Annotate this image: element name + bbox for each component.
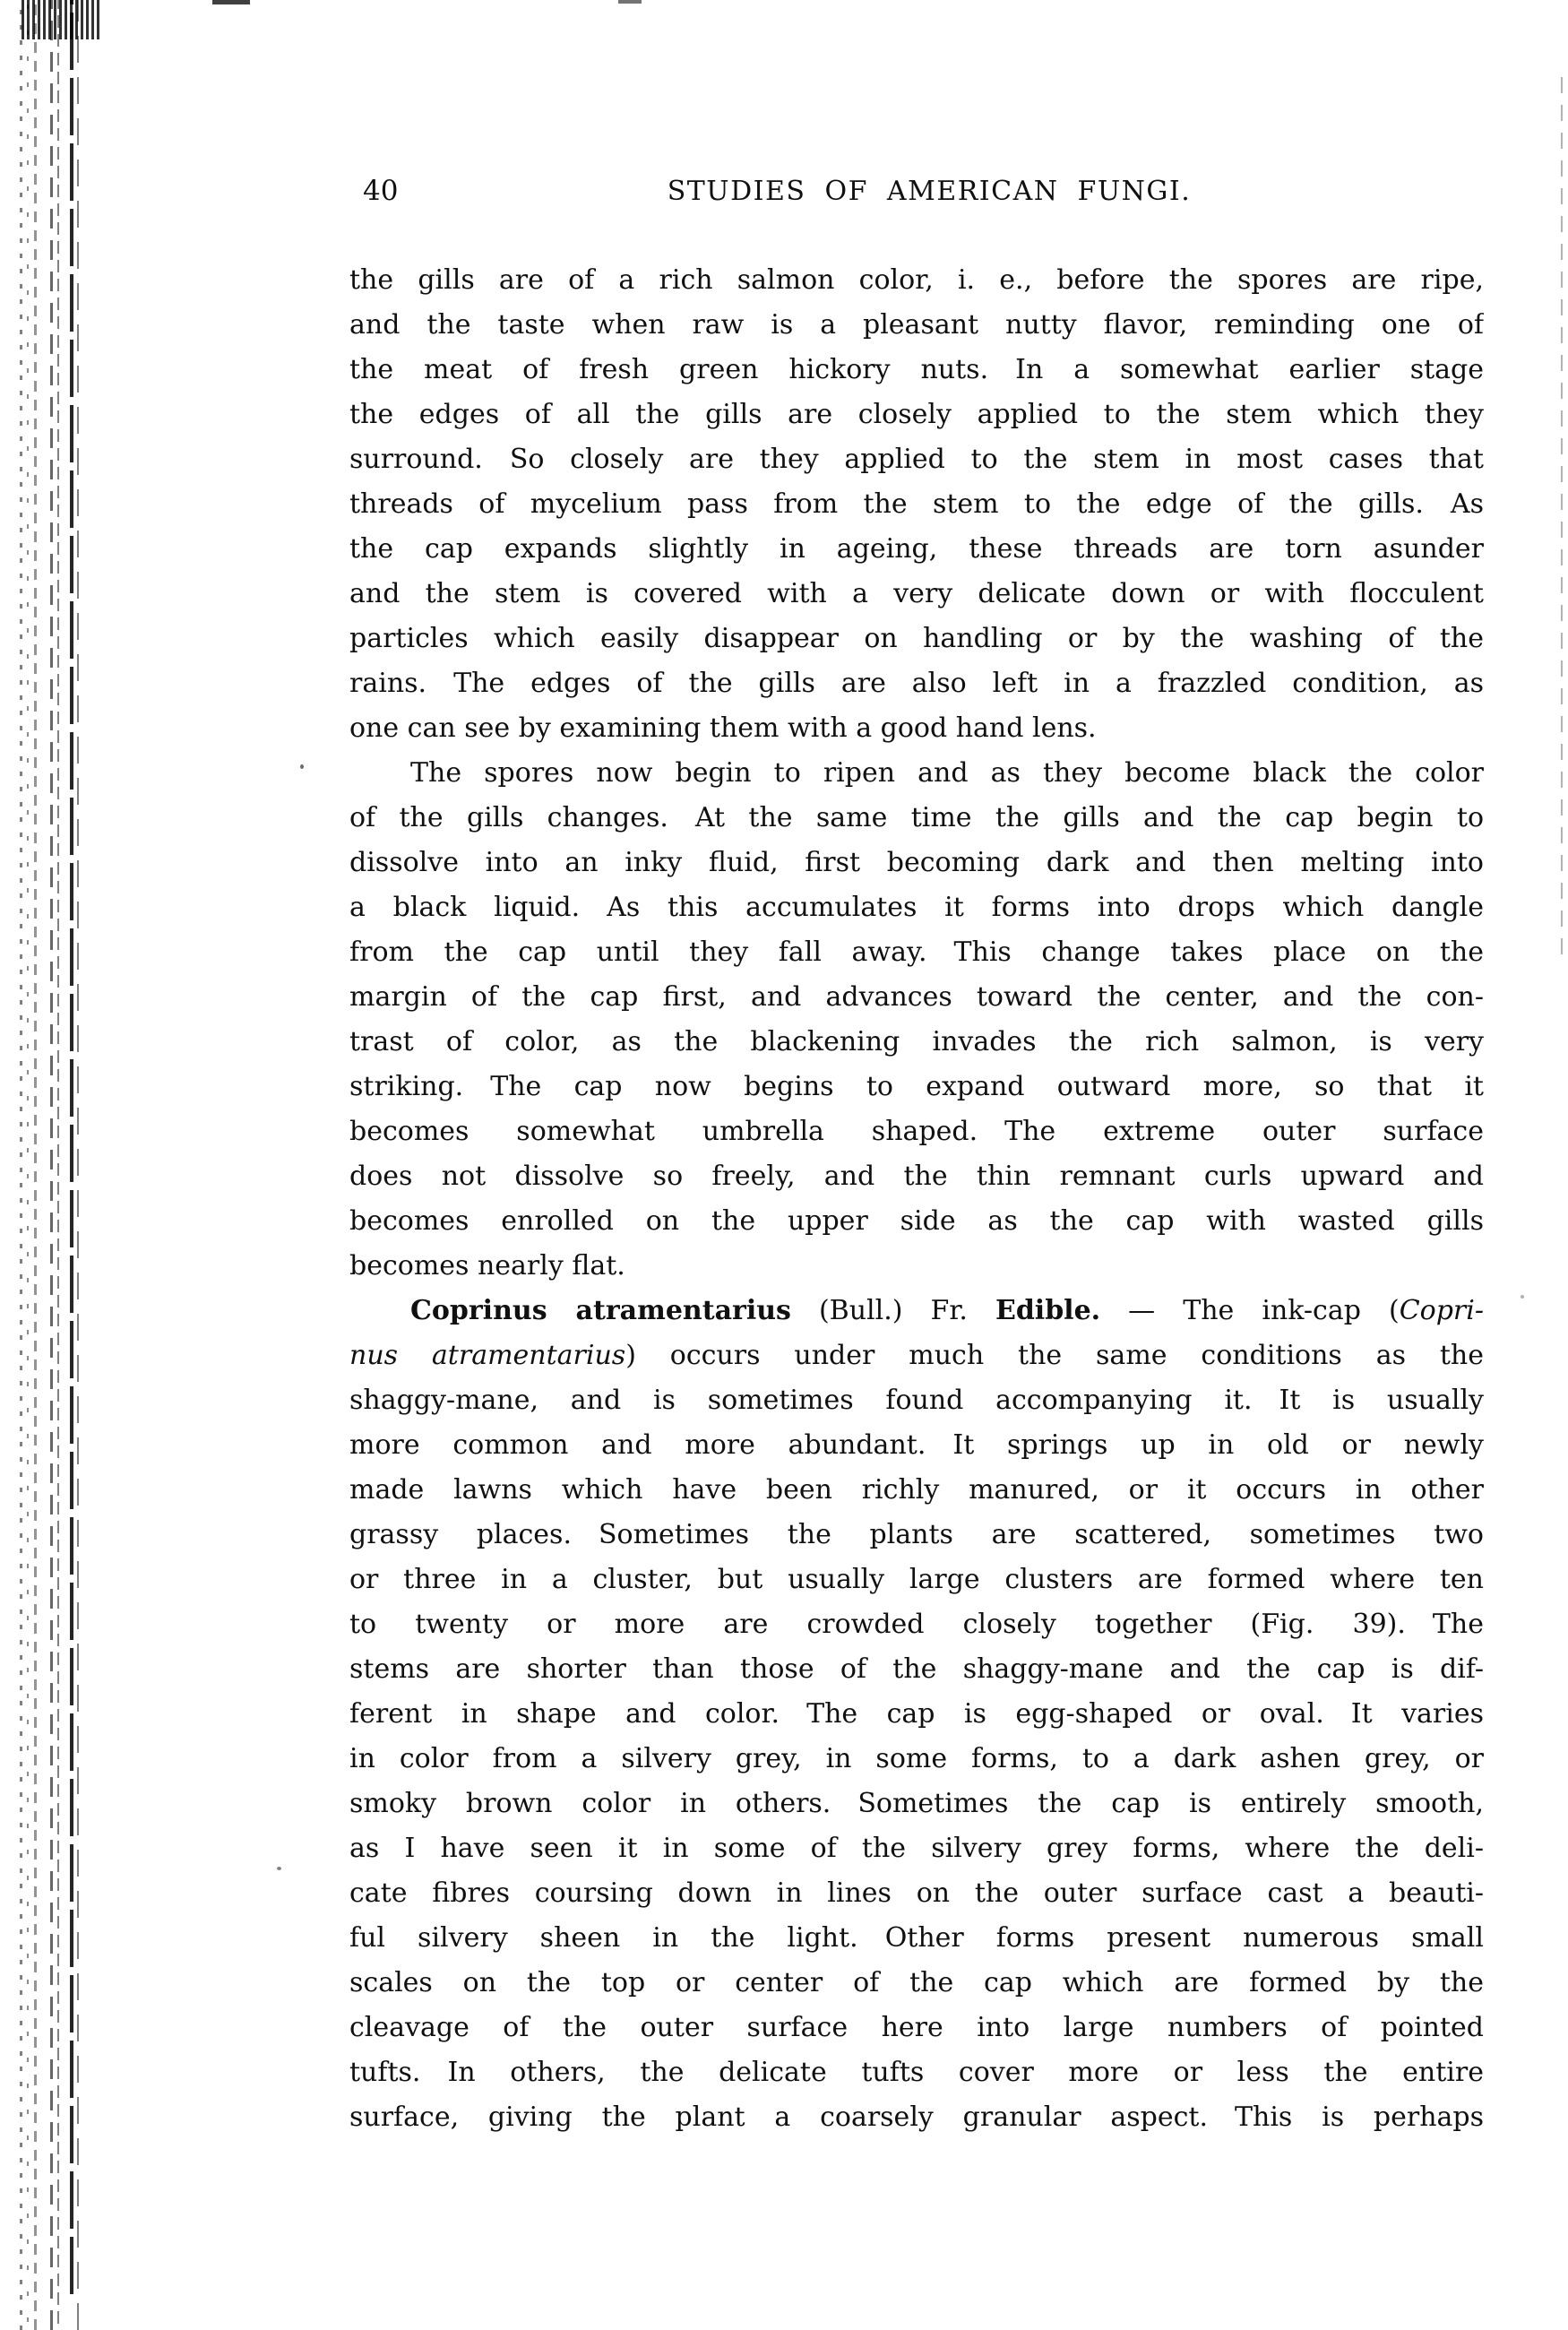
scan-artifact-left-streak [20,0,22,2330]
bold-text: Edible. [995,1295,1101,1326]
plain-text: from the cap until they fall away. This change takes place on the [349,936,1484,968]
text-line [349,2006,1484,2050]
scan-artifact-left-streak [77,0,79,2330]
plain-text: surface, giving the plant a coarsely granular aspect. This is perhaps [349,2101,1484,2133]
italic-text: nus atramentarius [349,1340,626,1371]
plain-text: becomes somewhat umbrella shaped. The extreme outer surface [349,1116,1484,1147]
scan-artifact-left-streak [34,0,37,2330]
text-line [349,706,1484,751]
text-line [349,527,1484,572]
running-title: STUDIES OF AMERICAN FUNGI. [667,176,1192,207]
plain-text: margin of the cap first, and advances toward the center, and the con- [349,981,1484,1013]
text-line [349,393,1484,437]
text-line [349,1468,1484,1513]
body-text [349,258,1484,2140]
plain-text: more common and more abundant. It springs up in old or newly [349,1429,1484,1461]
plain-text: does not dissolve so freely, and the thin remnant curls upward and [349,1161,1484,1192]
text-line [349,1558,1484,1602]
text-line [349,661,1484,706]
text-line [349,1647,1484,1692]
scan-artifact-left-streak [50,0,53,2330]
scan-speck [300,764,304,769]
plain-text: the gills are of a rich salmon color, i. e., before the spores are ripe, [349,264,1484,296]
text-line [349,1154,1484,1199]
plain-text: trast of color, as the blackening invades the rich salmon, is very [349,1026,1484,1057]
text-line [349,258,1484,303]
bold-text: Coprinus atramentarius [410,1295,791,1326]
plain-text: dissolve into an inky fluid, first becoming dark and then melting into [349,847,1484,878]
text-line [349,1020,1484,1065]
plain-text: or three in a cluster, but usually large clusters are formed where ten [349,1564,1484,1595]
text-line [349,1871,1484,1916]
text-line [349,1916,1484,1961]
plain-text: to twenty or more are crowded closely together (Fig. 39). The [349,1609,1484,1640]
text-line [349,885,1484,930]
plain-text: as I have seen it in some of the silvery grey forms, where the deli- [349,1833,1484,1864]
plain-text: tufts. In others, the delicate tufts cover more or less the entire [349,2057,1484,2088]
text-line [349,1065,1484,1109]
plain-text: (Bull.) Fr. [790,1295,995,1326]
plain-text: threads of mycelium pass from the stem to the edge of the gills. As [349,488,1484,520]
scan-artifact-top-left-blob [22,0,100,39]
scan-artifact-left-streak [27,0,29,2330]
plain-text: made lawns which have been richly manured, or it occurs in other [349,1474,1484,1506]
text-line [349,1826,1484,1871]
plain-text: shaggy-mane, and is sometimes found accompanying it. It is usually [349,1385,1484,1416]
text-line [349,1602,1484,1647]
plain-text: cleavage of the outer surface here into large numbers of pointed [349,2012,1484,2043]
scan-artifact-left-streak [57,0,59,2330]
text-line [349,617,1484,661]
text-line [349,1513,1484,1558]
plain-text: ful silvery sheen in the light. Other forms present numerous small [349,1922,1484,1954]
plain-text: cate fibres coursing down in lines on the outer surface cast a beauti- [349,1877,1484,1909]
plain-text: ferent in shape and color. The cap is egg-shaped or oval. It varies [349,1698,1484,1730]
text-line [349,1244,1484,1289]
italic-text: Copri- [1399,1295,1484,1326]
plain-text: becomes enrolled on the upper side as the cap with wasted gills [349,1205,1484,1237]
plain-text: surround. So closely are they applied to the stem in most cases that [349,444,1484,475]
plain-text: the edges of all the gills are closely applied to the stem which they [349,399,1484,430]
text-line [349,1333,1484,1378]
text-line [349,1737,1484,1782]
plain-text: smoky brown color in others. Sometimes the cap is entirely smooth, [349,1788,1484,1819]
text-line [349,437,1484,482]
text-line [349,1423,1484,1468]
plain-text: — The ink-cap ( [1100,1295,1400,1326]
text-line [349,572,1484,617]
text-line [349,1961,1484,2006]
text-line [349,2050,1484,2095]
text-line [349,1199,1484,1244]
plain-text: and the stem is covered with a very delicate down or with flocculent [349,578,1484,609]
plain-text: striking. The cap now begins to expand outward more, so that it [349,1071,1484,1102]
plain-text: one can see by examining them with a good hand lens. [349,712,1097,744]
scan-artifact-left-streak [70,0,73,2294]
plain-text: ) occurs under much the same conditions as the [625,1340,1484,1371]
text-line [349,348,1484,393]
plain-text: a black liquid. As this accumulates it forms into drops which dangle [349,892,1484,923]
plain-text: and the taste when raw is a pleasant nutty flavor, reminding one of [349,309,1484,341]
text-line [349,1109,1484,1154]
text-line [349,751,1484,796]
scan-speck [277,1867,281,1870]
text-line [349,1289,1484,1333]
text-line [349,1378,1484,1423]
text-line [349,482,1484,527]
plain-text: scales on the top or center of the cap which are formed by the [349,1967,1484,1998]
text-line [349,930,1484,975]
plain-text: The spores now begin to ripen and as they become black the color [410,757,1484,789]
scan-speck [1521,1295,1524,1299]
text-line [349,303,1484,348]
plain-text: of the gills changes. At the same time the gills and the cap begin to [349,802,1484,833]
plain-text: grassy places. Sometimes the plants are scattered, sometimes two [349,1519,1484,1550]
plain-text: stems are shorter than those of the shaggy-mane and the cap is dif- [349,1653,1484,1685]
plain-text: rains. The edges of the gills are also left in a frazzled condition, as [349,668,1484,699]
text-line [349,1782,1484,1826]
scan-artifact-top-dash [212,0,250,4]
page-number: 40 [363,175,399,207]
plain-text: the meat of fresh green hickory nuts. In a somewhat earlier stage [349,354,1484,385]
plain-text: the cap expands slightly in ageing, these threads are torn asunder [349,533,1484,565]
text-line [349,2095,1484,2140]
text-line [349,975,1484,1020]
plain-text: in color from a silvery grey, in some forms, to a dark ashen grey, or [349,1743,1484,1774]
text-line [349,1692,1484,1737]
plain-text: becomes nearly flat. [349,1250,625,1282]
text-line [349,796,1484,841]
scan-artifact-right-line [1561,76,1563,954]
text-line [349,841,1484,885]
scan-artifact-top-dash [618,0,642,4]
plain-text: particles which easily disappear on handling or by the washing of the [349,623,1484,654]
